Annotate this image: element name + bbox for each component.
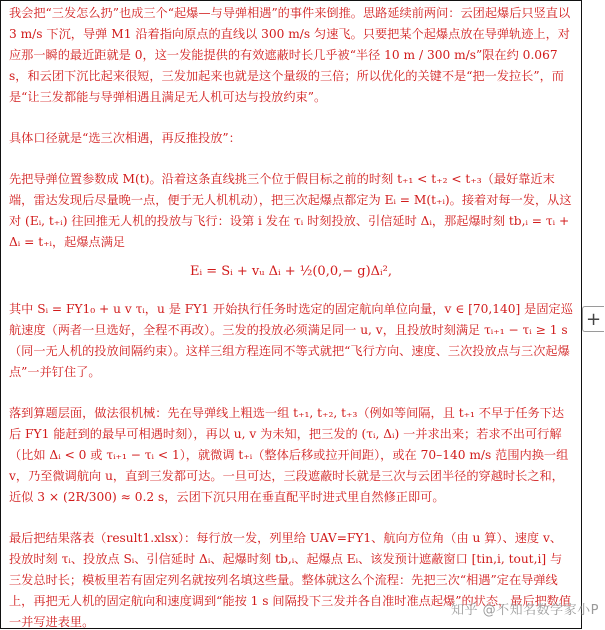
zhihu-watermark: 知乎 @不知名数学家小P: [451, 603, 599, 618]
paragraph-4: 其中 Sᵢ = FY1₀ + u v τᵢ，u 是 FY1 开始执行任务时选定的固定航向单位向量，v ∈ [70,140] 是固定巡航速度（两者一旦选好，全程不再改）。三发的投放必须满足同一 u, v，且投放时刻满足 τᵢ₊₁ − τᵢ ≥ 1 s（同一无人机的投放间隔约束）。这样三组方程连同不等式就把“飞行方向、速度、三次投放点与三次起爆点”一并钉住了。: [9, 302, 573, 379]
paragraph-5: 落到算题层面，做法很机械：先在导弹线上粗选一组 t₊₁, t₊₂, t₊₃（例如等间隔，且 t₊₁ 不早于任务下达后 FY1 能赶到的最早可相遇时刻），再以 u, v 为未知，把三发的 (τᵢ, Δᵢ) 一并求出来；若求不出可行解（比如 Δᵢ < 0 或 τᵢ₊₁ − τᵢ < 1），就微调 t₊ᵢ（整体后移或拉开间距），或在 70–140 m/s 范围内换一组 v，乃至微调航向 u，直到三发都可达。一旦可达，三段遮蔽时长就是三次与云团半径的穿越时长之和，近似 3 × (2R/300) ≈ 0.2 s，云团下沉只用在垂直配平时进式里自然修正即可。: [9, 406, 569, 504]
paragraph-3: 先把导弹位置参数成 M(t)。沿着这条直线挑三个位于假目标之前的时刻 t₊₁ < t₊₂ < t₊₃（最好靠近末端，雷达发现后尽量晚一点，便于无人机机动），把三次起爆点都定为 Eᵢ = M(t₊ᵢ)。接着对每一发，从这对 (Eᵢ, t₊ᵢ) 往回推无人机的投放与飞行：设第 i 发在 τᵢ 时刻投放、引信延时 Δᵢ，那起爆时刻 tb,ᵢ = τᵢ + Δᵢ = t₊ᵢ，起爆点满足: [9, 172, 572, 249]
paragraph-1: 我会把“三发怎么扔”也成三个“起爆—与导弹相遇”的事件来倒推。思路延续前两问：云团起爆后只竖直以 3 m/s 下沉，导弹 M1 沿着指向原点的直线以 300 m/s 匀速飞。只要把某个起爆点放在导弹轨迹上，对应那一瞬的最近距就是 0，这一发能提供的有效遮蔽时长几乎被“半径 10 m / 300 m/s”限在约 0.067 s，和云团下沉比起来很短，三发加起来也就是这个量级的三倍；所以优化的关键不是“把一发拉长”，而是“让三发都能与导弹相遇且满足无人机可达与投放约束”。: [9, 6, 571, 104]
paragraph-6: 最后把结果落表（result1.xlsx）：每行放一发，列里给 UAV=FY1、航向方位角（由 u 算）、速度 v、投放时刻 τᵢ、投放点 Sᵢ、引信延时 Δᵢ、起爆时刻 tb,ᵢ、起爆点 Eᵢ、该发预计遮蔽窗口 [tin,i, tout,i] 与三发总时长；模板里若有固定列名就按列名填这些量。整体就这么个流程：先把三次“相遇”定在导弹线上，再把无人机的固定航向和速度调到“能按 1 s 间隔投下三发并各自准时准点起爆”的状态，最后把数值一并写进表里。: [9, 531, 572, 629]
explosion-point-formula: Eᵢ = Sᵢ + vᵤ Δᵢ + ½(0,0,− g)Δᵢ²,: [189, 264, 392, 279]
paragraph-2: 具体口径就是“选三次相遇，再反推投放”：: [9, 131, 241, 145]
expand-plus-button[interactable]: +: [582, 306, 604, 332]
